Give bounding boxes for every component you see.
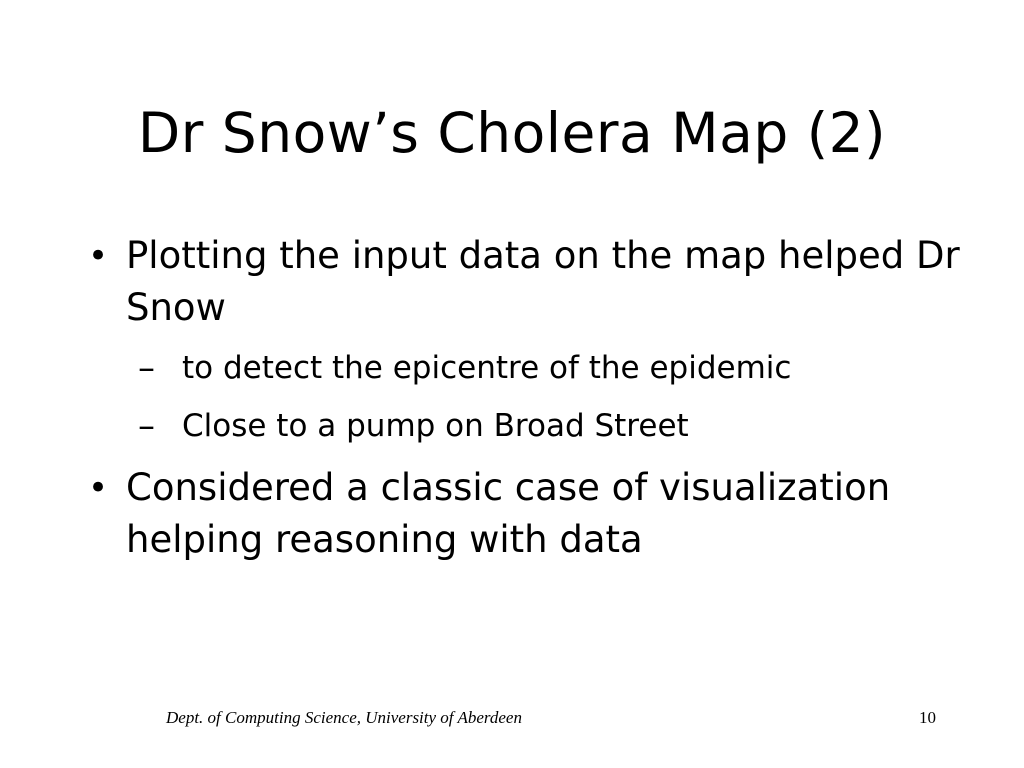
bullet-marker: • xyxy=(88,236,109,276)
footer-department: Dept. of Computing Science, University of Aberdeen xyxy=(166,708,522,727)
footer-page-number: 10 xyxy=(919,708,936,727)
sub-bullet-item-pump xyxy=(138,397,962,455)
sub-bullet-text: Close to a pump on Broad Street xyxy=(182,408,689,444)
slide-title: Dr Snow’s Cholera Map (2) xyxy=(137,101,887,165)
sub-bullet-list xyxy=(126,339,962,455)
bullet-text: Plotting the input data on the map helped Dr Snow xyxy=(126,234,960,329)
dash-marker: – xyxy=(138,348,155,388)
bullet-marker: • xyxy=(88,468,109,508)
bullet-text: Considered a classic case of visualization helping reasoning with data xyxy=(126,466,891,561)
dash-marker: – xyxy=(138,406,155,446)
bullet-list xyxy=(82,230,962,566)
sub-bullet-text: to detect the epicentre of the epidemic xyxy=(182,350,792,386)
sub-bullet-item-epicentre xyxy=(138,339,962,397)
bullet-item-classic-case xyxy=(82,462,962,566)
bullet-item-plotting xyxy=(82,230,962,455)
